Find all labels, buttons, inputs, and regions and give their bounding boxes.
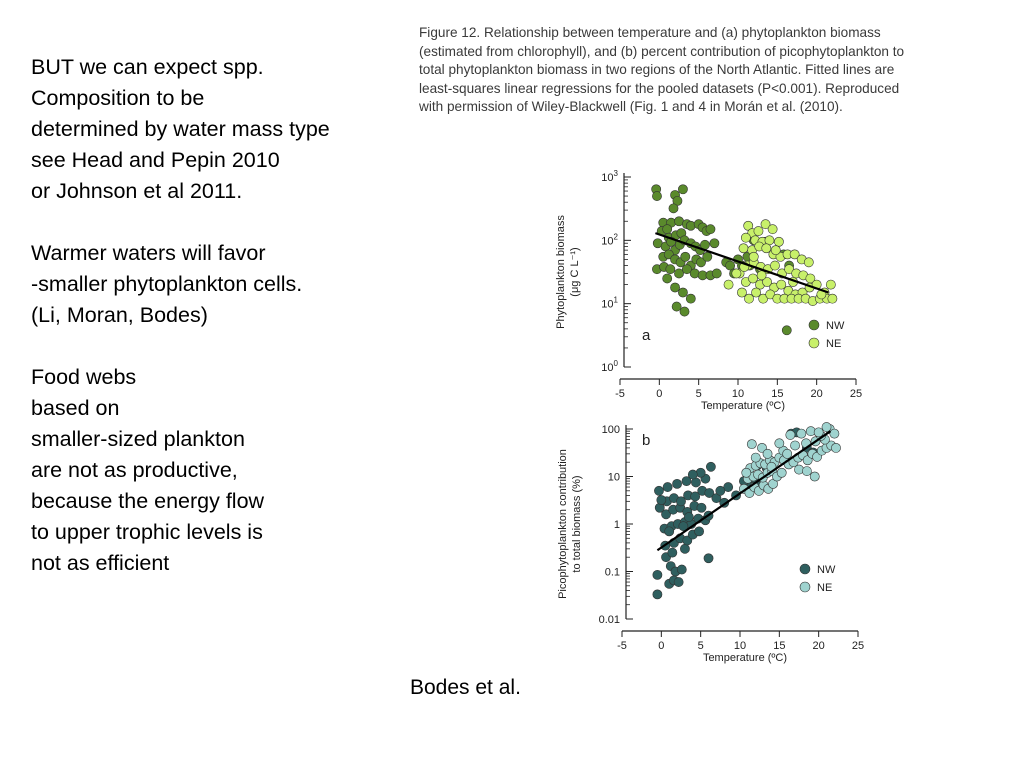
y-axis-label: to total biomass (%) [571, 475, 583, 573]
data-point-nw [663, 225, 672, 234]
data-point-ne [770, 261, 779, 270]
y-axis-label: (μg C L⁻¹) [569, 247, 581, 297]
legend-marker [800, 582, 810, 592]
text-line: Food webs [31, 365, 137, 389]
citation: Bodes et al. [410, 676, 521, 699]
data-point-nw [712, 269, 721, 278]
data-point-nw [684, 512, 693, 521]
caption-line: (estimated from chlorophyll), and (b) percent contribution of picophytoplankton to [419, 43, 905, 59]
y-tick-label: 0.1 [604, 566, 620, 579]
text-line: (Li, Moran, Bodes) [31, 303, 208, 327]
x-tick-label: 20 [810, 388, 823, 400]
panel-label: b [642, 432, 651, 449]
data-point-nw [680, 544, 689, 553]
x-tick-label: 5 [697, 640, 704, 652]
data-point-ne [810, 472, 819, 481]
data-point-nw [657, 495, 666, 504]
x-tick-label: 0 [658, 640, 665, 652]
text-line: BUT we can expect spp. [31, 55, 264, 79]
y-tick-label: 0.01 [598, 614, 620, 626]
x-tick-label: 0 [656, 388, 663, 400]
data-point-nw [706, 225, 715, 234]
y-tick-label: $10^2$ [601, 232, 618, 248]
figure-caption [419, 24, 1004, 117]
x-tick-label: 25 [849, 388, 863, 400]
data-point-ne [830, 429, 839, 438]
x-axis-label: Temperature (ºC) [700, 400, 786, 412]
data-point-ne [754, 226, 763, 235]
text-line: because the energy flow [31, 489, 265, 513]
text-line: Composition to be [31, 86, 205, 110]
data-point-ne [763, 449, 772, 458]
y-tick-label: $10^3$ [601, 169, 618, 184]
x-tick-label: 15 [773, 640, 786, 652]
data-point-ne [797, 429, 806, 438]
data-point-ne [749, 252, 758, 261]
data-point-nw [782, 326, 791, 335]
data-point-nw [652, 191, 661, 200]
x-tick-label: 20 [812, 640, 825, 652]
x-tick-label: 25 [851, 640, 865, 652]
data-point-ne [747, 440, 756, 449]
data-point-ne [771, 246, 780, 255]
legend-label: NW [826, 320, 845, 332]
x-tick-label: 10 [733, 640, 747, 652]
caption-line: total phytoplankton biomass in two regions of the North Atlantic. Fitted lines are [419, 62, 895, 77]
text-line: see Head and Pepin 2010 [31, 148, 280, 172]
data-point-ne [741, 233, 750, 242]
data-point-ne [826, 280, 835, 289]
y-tick-label: 100 [601, 424, 620, 436]
legend-label: NE [826, 338, 842, 350]
text-line: to upper trophic levels is [31, 520, 263, 544]
data-point-nw [653, 570, 662, 579]
data-point-ne [724, 280, 733, 289]
data-point-ne [783, 449, 792, 458]
data-point-ne [774, 237, 783, 246]
data-point-nw [678, 288, 687, 297]
text-line: based on [31, 396, 120, 420]
chart-panel-b [520, 412, 880, 674]
x-tick-label: -5 [615, 388, 625, 400]
data-point-nw [670, 283, 679, 292]
text-line: Warmer waters will favor [31, 241, 266, 265]
data-point-nw [666, 265, 675, 274]
legend-marker [809, 320, 819, 330]
y-axis-label: Picophytoplankton contribution [557, 449, 569, 599]
left-text-block [31, 52, 391, 610]
data-point-nw [716, 486, 725, 495]
data-point-nw [668, 548, 677, 557]
data-point-nw [674, 577, 683, 586]
data-point-ne [822, 422, 831, 431]
y-tick-label: $10^0$ [601, 359, 618, 374]
data-point-nw [654, 486, 663, 495]
x-tick-label: 10 [731, 388, 745, 400]
data-point-nw [677, 565, 686, 574]
data-point-nw [680, 307, 689, 316]
chart-panel-a [520, 160, 880, 420]
x-tick-label: 5 [695, 388, 702, 400]
paragraph-food-webs [31, 362, 391, 579]
data-point-nw [672, 302, 681, 311]
caption-line: Figure 12. Relationship between temperature and (a) phytoplankton biomass [419, 25, 881, 40]
data-point-nw [706, 462, 715, 471]
data-point-ne [751, 453, 760, 462]
legend-marker [800, 564, 810, 574]
data-point-nw [681, 252, 690, 261]
data-point-nw [663, 274, 672, 283]
y-tick-label: 10 [607, 471, 620, 484]
legend-marker [809, 338, 819, 348]
data-point-ne [739, 244, 748, 253]
data-point-ne [790, 441, 799, 450]
data-point-ne [777, 468, 786, 477]
text-line: smaller-sized plankton [31, 427, 245, 451]
data-point-ne [757, 271, 766, 280]
legend-label: NW [817, 564, 836, 576]
data-point-nw [697, 503, 706, 512]
data-point-nw [665, 527, 674, 536]
caption-line: least-squares linear regressions for the pooled datasets (P<0.001). Reproduced [419, 80, 900, 96]
caption-line: with permission of Wiley-Blackwell (Fig. 1 and 4 in Morán et al. (2010). [419, 99, 843, 114]
x-tick-label: -5 [617, 640, 627, 652]
text-line: or Johnson et al 2011. [31, 179, 243, 203]
data-point-nw [669, 204, 678, 213]
data-point-nw [653, 590, 662, 599]
data-point-nw [688, 470, 697, 479]
data-point-nw [686, 221, 695, 230]
data-point-nw [686, 294, 695, 303]
data-point-nw [663, 482, 672, 491]
data-point-ne [775, 439, 784, 448]
y-tick-label: $10^1$ [601, 295, 618, 311]
text-line: determined by water mass type [31, 117, 330, 141]
data-point-ne [786, 430, 795, 439]
x-axis-label: Temperature (ºC) [702, 652, 788, 664]
y-tick-label: 1 [613, 519, 620, 531]
data-point-ne [802, 466, 811, 475]
data-point-nw [672, 479, 681, 488]
legend-label: NE [817, 582, 833, 594]
data-point-ne [831, 443, 840, 452]
data-point-nw [694, 527, 703, 536]
data-point-ne [828, 294, 837, 303]
data-point-nw [678, 185, 687, 194]
paragraph-water-mass [31, 52, 391, 207]
panel-label: a [642, 327, 651, 344]
data-point-ne [804, 258, 813, 267]
text-line: -smaller phytoplankton cells. [31, 272, 303, 296]
text-line: are not as productive, [31, 458, 238, 482]
data-point-nw [704, 554, 713, 563]
data-point-nw [703, 252, 712, 261]
data-point-ne [768, 225, 777, 234]
paragraph-warmer-waters [31, 238, 391, 331]
data-point-ne [732, 269, 741, 278]
regression-line [657, 431, 830, 550]
y-axis-label: Phytoplankton biomass [555, 215, 567, 329]
data-point-ne [814, 428, 823, 437]
data-point-nw [710, 239, 719, 248]
data-point-ne [742, 468, 751, 477]
x-tick-label: 15 [771, 388, 784, 400]
text-line: not as efficient [31, 551, 170, 575]
